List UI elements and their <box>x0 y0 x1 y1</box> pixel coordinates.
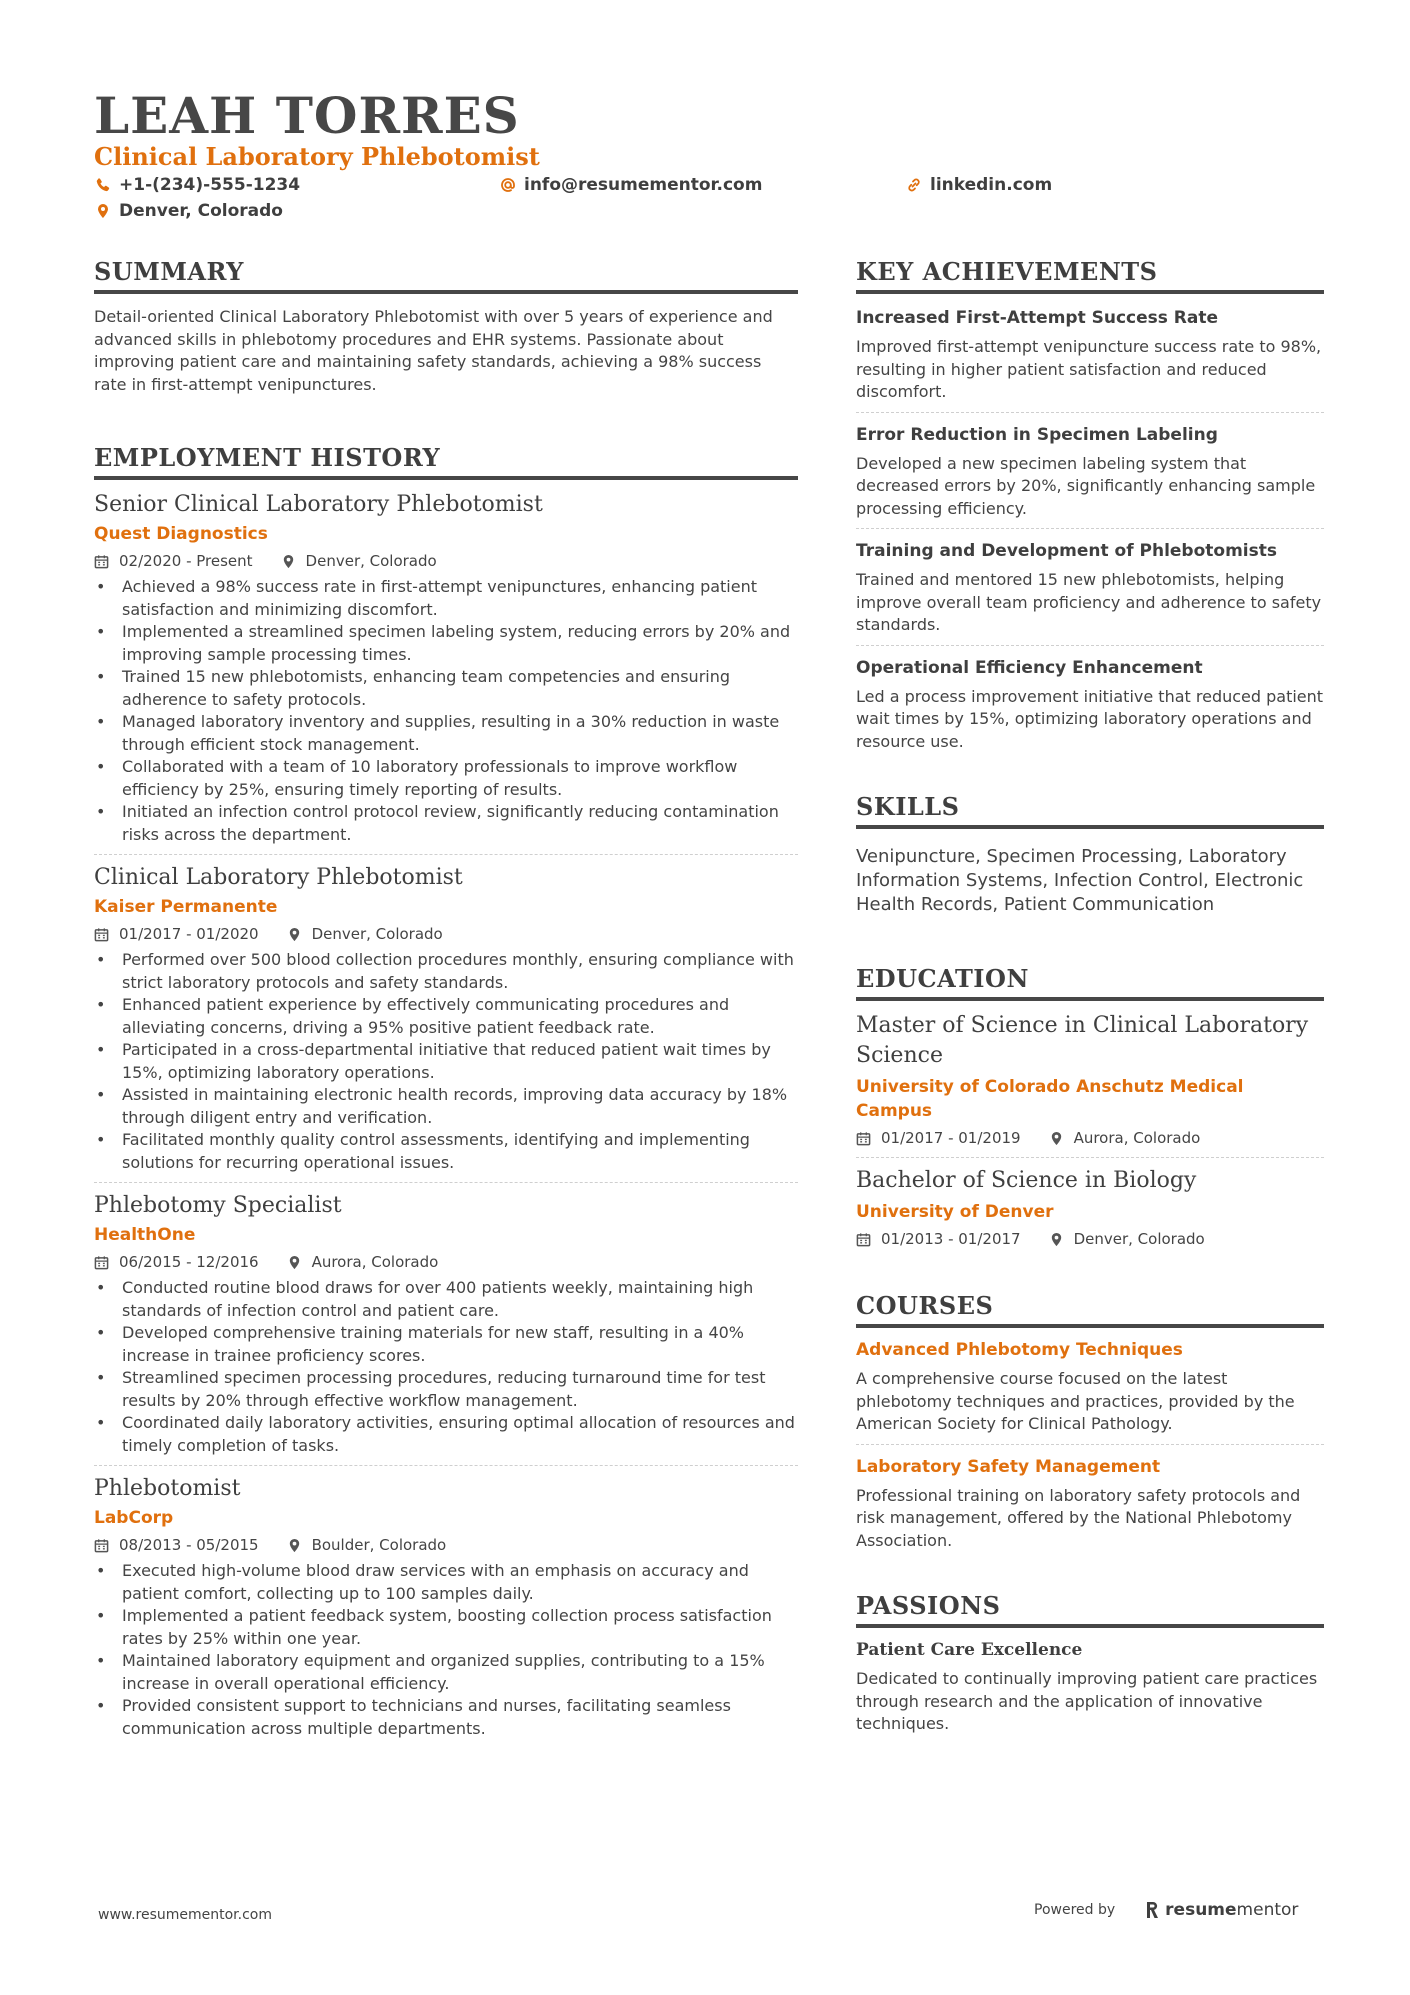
passion-title: Patient Care Excellence <box>856 1640 1083 1660</box>
footer-website[interactable]: www.resumementor.com <box>98 1907 272 1923</box>
contact-location <box>95 200 283 222</box>
contact-phone <box>95 174 300 196</box>
job-title: Phlebotomy Specialist <box>94 1193 342 1218</box>
brand-name-a: resume <box>1165 1900 1237 1920</box>
job-bullet: • Assisted in maintaining electronic health records, improving data accuracy by 18% through diligent entry and verification. <box>94 1084 798 1129</box>
achievement-text: Improved first-attempt venipuncture success rate to 98%, resulting in higher patient satisfaction and reduced discomfort. <box>856 337 1322 401</box>
course-item <box>856 1455 1324 1553</box>
job-dates: 01/2017 - 01/2020 <box>119 925 259 943</box>
job-bullet: • Managed laboratory inventory and supplies, resulting in a 30% reduction in waste through efficient stock management. <box>94 711 798 756</box>
calendar-icon <box>94 1255 109 1270</box>
achievement-title: Operational Efficiency Enhancement <box>856 657 1203 678</box>
achievement-title: Increased First-Attempt Success Rate <box>856 308 1219 328</box>
location-pin-icon <box>1049 1232 1064 1247</box>
job-bullet: • Executed high-volume blood draw services with an emphasis on accuracy and patient comfort, collecting up to 100 samples daily. <box>94 1560 798 1605</box>
location-pin-icon <box>287 1538 302 1553</box>
divider <box>94 1465 798 1466</box>
job-dates: 06/2015 - 12/2016 <box>119 1253 259 1271</box>
calendar-icon <box>94 1538 109 1553</box>
calendar-icon <box>856 1131 871 1146</box>
job-title: Clinical Laboratory Phlebotomist <box>94 865 463 890</box>
company-name: LabCorp <box>94 1508 174 1528</box>
job-bullets <box>94 1277 798 1457</box>
job-meta <box>94 1534 798 1556</box>
location-pin-icon <box>287 927 302 942</box>
course-text: A comprehensive course focused on the latest phlebotomy techniques and practices, provided by the American Society for Clinical Pathology. <box>856 1369 1295 1433</box>
job-title: Phlebotomist <box>94 1476 241 1501</box>
job-entry <box>94 863 798 1174</box>
job-meta <box>94 550 798 572</box>
education-meta <box>856 1228 1324 1250</box>
skills-text: Venipuncture, Specimen Processing, Laboratory Information Systems, Infection Control, Electronic Health Records, Patient Communication <box>856 846 1304 915</box>
job-bullet: • Enhanced patient experience by effectively communicating procedures and alleviating concerns, driving a 95% positive patient feedback rate. <box>94 994 798 1039</box>
passion-text: Dedicated to continually improving patient care practices through research and the application of innovative techniques. <box>856 1669 1318 1733</box>
company-name: Quest Diagnostics <box>94 524 268 544</box>
job-meta <box>94 1251 798 1273</box>
job-bullet: • Achieved a 98% success rate in first-attempt venipunctures, enhancing patient satisfaction and minimizing discomfort. <box>94 576 798 621</box>
job-location: Aurora, Colorado <box>311 1253 439 1271</box>
achievement-item <box>856 539 1324 637</box>
education-entry <box>856 1011 1324 1149</box>
school-name: University of Colorado Anschutz Medical Campus <box>856 1077 1244 1121</box>
job-entry <box>94 1191 798 1457</box>
education-location: Denver, Colorado <box>1073 1230 1205 1248</box>
calendar-icon <box>94 554 109 569</box>
job-bullet: • Implemented a streamlined specimen labeling system, reducing errors by 20% and improving sample processing times. <box>94 621 798 666</box>
job-entry <box>94 490 798 846</box>
calendar-icon <box>856 1232 871 1247</box>
job-bullet: • Collaborated with a team of 10 laboratory professionals to improve workflow efficiency by 25%, ensuring timely reporting of results. <box>94 756 798 801</box>
degree-title: Bachelor of Science in Biology <box>856 1168 1197 1193</box>
location-pin-icon <box>281 554 296 569</box>
location-text: Denver, Colorado <box>119 201 283 221</box>
contact-email[interactable] <box>500 174 762 196</box>
achievement-text: Led a process improvement initiative that reduced patient wait times by 15%, optimizing laboratory operations and resource use. <box>856 686 1324 751</box>
job-bullet: • Coordinated daily laboratory activities, ensuring optimal allocation of resources and timely completion of tasks. <box>94 1412 798 1457</box>
job-location: Denver, Colorado <box>311 925 443 943</box>
achievement-title: Error Reduction in Specimen Labeling <box>856 424 1218 445</box>
job-title: Senior Clinical Laboratory Phlebotomist <box>94 492 543 517</box>
job-bullets <box>94 949 798 1174</box>
job-location: Denver, Colorado <box>305 552 437 570</box>
achievement-text: Developed a new specimen labeling system that decreased errors by 20%, significantly enhancing sample processing efficiency. <box>856 453 1316 518</box>
job-meta <box>94 923 798 945</box>
skills-heading: SKILLS <box>856 791 1324 829</box>
job-dates: 02/2020 - Present <box>119 552 253 570</box>
job-bullet: • Conducted routine blood draws for over 400 patients weekly, maintaining high standards of infection control and patient care. <box>94 1277 798 1322</box>
passion-item <box>856 1638 1324 1736</box>
job-bullet: • Facilitated monthly quality control assessments, identifying and implementing solutions for recurring operational issues. <box>94 1129 798 1174</box>
job-bullets <box>94 1560 798 1740</box>
achievement-item <box>856 423 1324 521</box>
powered-by-label: Powered by <box>1034 1902 1116 1918</box>
education-meta <box>856 1127 1324 1149</box>
job-bullet: • Initiated an infection control protocol review, significantly reducing contamination risks across the department. <box>94 801 798 846</box>
school-name: University of Denver <box>856 1202 1054 1222</box>
divider <box>856 1444 1324 1445</box>
location-pin-icon <box>95 203 111 219</box>
job-bullet: • Trained 15 new phlebotomists, enhancing team competencies and ensuring adherence to safety protocols. <box>94 666 798 711</box>
achievement-item <box>856 306 1324 404</box>
location-pin-icon <box>1049 1131 1064 1146</box>
location-pin-icon <box>287 1255 302 1270</box>
course-item <box>856 1338 1324 1436</box>
employment-heading: EMPLOYMENT HISTORY <box>94 442 798 480</box>
phone-icon <box>95 177 111 193</box>
achievement-title: Training and Development of Phlebotomists <box>856 541 1277 561</box>
job-bullet: • Developed comprehensive training materials for new staff, resulting in a 40% increase in trainee proficiency scores. <box>94 1322 798 1367</box>
footer-powered <box>1034 1900 1298 1920</box>
divider <box>856 412 1324 413</box>
divider <box>94 854 798 855</box>
job-dates: 08/2013 - 05/2015 <box>119 1536 259 1554</box>
linkedin-link[interactable]: linkedin.com <box>930 175 1053 195</box>
passions-heading: PASSIONS <box>856 1590 1324 1628</box>
course-title: Advanced Phlebotomy Techniques <box>856 1340 1183 1360</box>
job-bullet: • Performed over 500 blood collection procedures monthly, ensuring compliance with strict laboratory protocols and safety standards. <box>94 949 798 994</box>
calendar-icon <box>94 927 109 942</box>
email-link[interactable]: info@resumementor.com <box>524 175 763 195</box>
resumementor-logo-icon <box>1145 1900 1159 1920</box>
job-bullets <box>94 576 798 846</box>
candidate-name: LEAH TORRES <box>94 86 520 145</box>
contact-linkedin[interactable] <box>906 174 1052 196</box>
job-bullet: • Implemented a patient feedback system, boosting collection process satisfaction rates by 25% within one year. <box>94 1605 798 1650</box>
phone-text: +1-(234)-555-1234 <box>119 175 301 195</box>
job-entry <box>94 1474 798 1740</box>
divider <box>94 1182 798 1183</box>
divider <box>856 645 1324 646</box>
education-dates: 01/2017 - 01/2019 <box>881 1129 1021 1147</box>
job-bullet: • Maintained laboratory equipment and organized supplies, contributing to a 15% increase in overall operational efficiency. <box>94 1650 798 1695</box>
link-icon <box>906 177 922 193</box>
job-location: Boulder, Colorado <box>311 1536 447 1554</box>
candidate-title: Clinical Laboratory Phlebotomist <box>94 142 540 171</box>
at-icon <box>500 177 516 193</box>
degree-title: Master of Science in Clinical Laboratory Science <box>856 1013 1309 1068</box>
courses-heading: COURSES <box>856 1290 1324 1328</box>
achievement-text: Trained and mentored 15 new phlebotomists, helping improve overall team proficiency and adherence to safety standards. <box>856 570 1322 634</box>
divider <box>856 528 1324 529</box>
job-bullet: • Streamlined specimen processing procedures, reducing turnaround time for test results by 20% through effective workflow management. <box>94 1367 798 1412</box>
education-location: Aurora, Colorado <box>1073 1129 1201 1147</box>
education-heading: EDUCATION <box>856 963 1324 1001</box>
education-dates: 01/2013 - 01/2017 <box>881 1230 1021 1248</box>
education-entry <box>856 1166 1324 1250</box>
summary-text: Detail-oriented Clinical Laboratory Phlebotomist with over 5 years of experience and advanced skills in phlebotomy procedures and EHR systems. Passionate about improving patient care and maintaining safety standards, achieving a 98% success rate in first-attempt venipunctures. <box>94 307 773 394</box>
company-name: Kaiser Permanente <box>94 897 278 917</box>
brand-name-b: mentor <box>1236 1900 1299 1920</box>
divider <box>856 1157 1324 1158</box>
summary-heading: SUMMARY <box>94 256 798 294</box>
job-bullet: • Participated in a cross-departmental initiative that reduced patient wait times by 15%, optimizing laboratory operations. <box>94 1039 798 1084</box>
achievements-heading: KEY ACHIEVEMENTS <box>856 256 1324 294</box>
left-column <box>94 256 798 1740</box>
company-name: HealthOne <box>94 1225 196 1245</box>
course-title: Laboratory Safety Management <box>856 1456 1161 1477</box>
achievement-item <box>856 656 1324 754</box>
brand-logo[interactable] <box>1145 1900 1298 1920</box>
course-text: Professional training on laboratory safety protocols and risk management, offered by the National Phlebotomy Association. <box>856 1485 1301 1550</box>
job-bullet: • Provided consistent support to technicians and nurses, facilitating seamless communication across multiple departments. <box>94 1695 798 1740</box>
right-column <box>856 256 1324 1736</box>
